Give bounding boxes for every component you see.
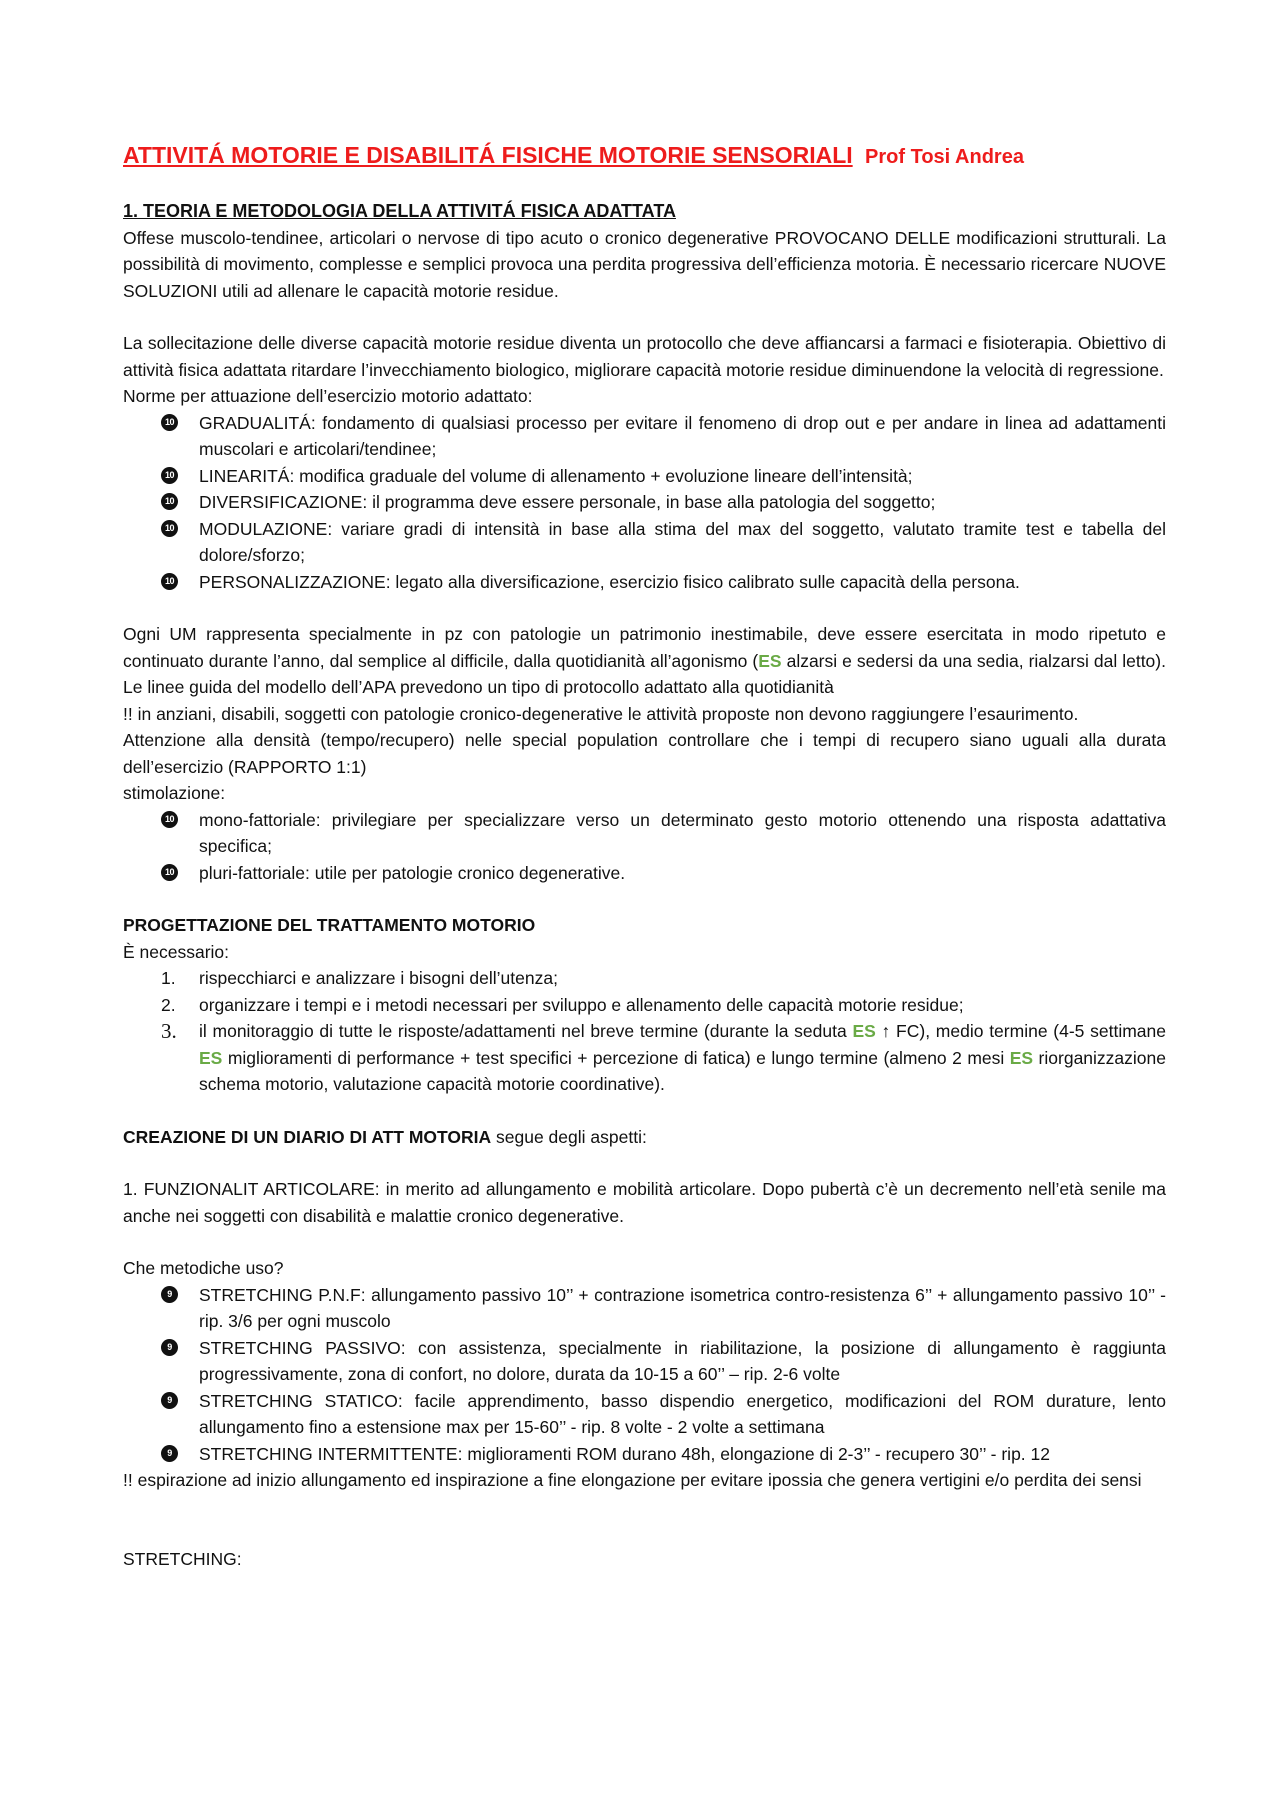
list-number: 1. — [161, 968, 176, 988]
list-item — [164, 860, 1166, 887]
numbered-bullet-icon: 10 — [161, 493, 178, 510]
stimolazione-list — [123, 807, 1166, 887]
numbered-bullet-icon: 10 — [161, 520, 178, 537]
progettazione-list — [123, 965, 1166, 1098]
numbered-bullet-icon: 10 — [161, 811, 178, 828]
list-item — [164, 463, 1166, 490]
text-run: riorganizzazione schema motorio, valutazione capacità motorie coordinative). — [199, 1047, 1166, 1094]
list-item-text: LINEARITÁ: modifica graduale del volume di allenamento + evoluzione lineare dell’intensità; — [199, 465, 913, 486]
list-item — [167, 1388, 1166, 1441]
title-author: Prof Tosi Andrea — [865, 146, 1024, 168]
title-main: ATTIVITÁ MOTORIE E DISABILITÁ FISICHE MOTORIE SENSORIALI — [123, 142, 853, 168]
paragraph: La sollecitazione delle diverse capacità motorie residue diventa un protocollo che deve affiancarsi a farmaci e fisioterapia. Obiettivo di attività fisica adattata ritardare l’invecchiamento biologico, migliorare capacità motorie residue diminuendone la velocità di regressione. — [123, 333, 1166, 380]
section-heading — [123, 1124, 1166, 1151]
paragraph: !! espirazione ad inizio allungamento ed inspirazione a fine elongazione per evitare ipossia che genera vertigini e/o perdita dei sensi — [123, 1470, 1142, 1490]
metodi-list — [123, 1282, 1166, 1468]
list-item-text: PERSONALIZZAZIONE: legato alla diversificazione, esercizio fisico calibrato sulle capacità della persona. — [199, 571, 1020, 592]
list-item — [167, 1282, 1166, 1335]
text-run: alzarsi e sedersi da una sedia, rialzarsi dal letto). Le linee guida del modello dell’APA prevedono un tipo di protocollo adattato alla quotidianità — [123, 650, 1166, 697]
list-item-text — [199, 1021, 1166, 1094]
es-label: ES — [758, 650, 782, 671]
numbered-bullet-icon: 10 — [161, 573, 178, 590]
paragraph: 1. FUNZIONALIT ARTICOLARE: in merito ad allungamento e mobilità articolare. Dopo pubertà c’è un decremento nell’età senile ma anche nei soggetti con disabilità e malattie cronico degenerative. — [123, 1179, 1166, 1226]
list-item-text: STRETCHING PASSIVO: con assistenza, specialmente in riabilitazione, la posizione di allungamento è raggiunta progressivamente, zona di confort, no dolore, durata da 10-15 a 60’’ – rip. 2-6 volte — [199, 1337, 1166, 1384]
list-item — [164, 410, 1166, 463]
list-item-text: organizzare i tempi e i metodi necessari per sviluppo e allenamento delle capacità motorie residue; — [199, 994, 964, 1015]
list-item — [161, 965, 1166, 992]
list-item — [167, 1441, 1166, 1468]
numbered-bullet-icon: 10 — [161, 864, 178, 881]
section-heading: 1. TEORIA E METODOLOGIA DELLA ATTIVITÁ FISICA ADATTATA — [123, 201, 676, 221]
paragraph: Offese muscolo-tendinee, articolari o nervose di tipo acuto o cronico degenerative PROVOCANO DELLE modificazioni strutturali. La possibilità di movimento, complesse e semplici provoca una perdita progressiva dell’efficienza motoria. È necessario ricercare NUOVE SOLUZIONI utili ad allenare le capacità motorie residue. — [123, 227, 1166, 301]
section-heading: PROGETTAZIONE DEL TRATTAMENTO MOTORIO — [123, 915, 536, 935]
list-item — [164, 807, 1166, 860]
list-item-text: mono-fattoriale: privilegiare per specializzare verso un determinato gesto motorio ottenendo una risposta adattativa specifica; — [199, 809, 1166, 856]
document-content — [123, 138, 1166, 1572]
list-item — [164, 516, 1166, 569]
norme-list — [123, 410, 1166, 596]
list-item-text: MODULAZIONE: variare gradi di intensità in base alla stima del max del soggetto, valutato tramite test e tabella del dolore/sforzo; — [199, 518, 1166, 565]
paragraph: Attenzione alla densità (tempo/recupero) nelle special population controllare che i tempi di recupero siano uguali alla durata dell’esercizio (RAPPORTO 1:1) — [123, 730, 1166, 777]
heading-rest: segue degli aspetti: — [491, 1126, 647, 1147]
numbered-bullet-icon: 9 — [161, 1286, 178, 1303]
list-number: 3. — [161, 1019, 177, 1043]
list-item-text: DIVERSIFICAZIONE: il programma deve essere personale, in base alla patologia del soggetto; — [199, 492, 936, 512]
heading-bold: CREAZIONE DI UN DIARIO DI ATT MOTORIA — [123, 1126, 492, 1147]
numbered-bullet-icon: 9 — [161, 1392, 178, 1409]
list-item — [161, 1018, 1167, 1098]
document-title — [123, 138, 1166, 174]
es-label: ES — [852, 1021, 876, 1041]
numbered-bullet-icon: 10 — [161, 467, 178, 484]
paragraph: Norme per attuazione dell’esercizio motorio adattato: — [123, 386, 533, 406]
paragraph: !! in anziani, disabili, soggetti con patologie cronico-degenerative le attività proposte non devono raggiungere l’esaurimento. — [123, 703, 1079, 724]
paragraph: Che metodiche uso? — [123, 1258, 284, 1278]
list-item — [164, 569, 1166, 596]
list-item-text: STRETCHING STATICO: facile apprendimento, basso dispendio energetico, modificazioni del ROM durature, lento allungamento fino a estensione max per 15-60’’ - rip. 8 volte - 2 volte a settimana — [199, 1390, 1166, 1437]
list-item-text: STRETCHING P.N.F: allungamento passivo 10’’ + contrazione isometrica contro-resistenza 6’’ + allungamento passivo 10’’ - rip. 3/6 per ogni muscolo — [199, 1284, 1166, 1331]
es-label: ES — [199, 1047, 223, 1068]
list-item-text: pluri-fattoriale: utile per patologie cronico degenerative. — [199, 862, 626, 883]
list-item-text: GRADUALITÁ: fondamento di qualsiasi processo per evitare il fenomeno di drop out e per andare in linea ad adattamenti muscolari e articolari/tendinee; — [199, 412, 1166, 459]
list-item — [167, 1335, 1166, 1388]
list-item-text: rispecchiarci e analizzare i bisogni dell’utenza; — [199, 968, 558, 988]
paragraph: STRETCHING: — [123, 1548, 242, 1569]
list-item — [161, 992, 1166, 1019]
text-run: ↑ FC), medio termine (4-5 settimane — [875, 1021, 1167, 1041]
paragraph: stimolazione: — [123, 783, 226, 803]
text-run: miglioramenti di performance + test specifici + percezione di fatica) e lungo termine (almeno 2 mesi — [222, 1047, 1010, 1068]
text-run: Ogni UM rappresenta specialmente in pz con patologie un patrimonio inestimabile, deve essere esercitata in modo ripetuto e continuato durante l’anno, dal semplice al difficile, dalla quotidianità all’agonismo ( — [123, 624, 1166, 671]
paragraph — [123, 621, 1166, 701]
numbered-bullet-icon: 9 — [161, 1339, 178, 1356]
list-number: 2. — [161, 994, 176, 1015]
list-item — [164, 489, 1166, 516]
numbered-bullet-icon: 10 — [161, 414, 178, 431]
list-item-text: STRETCHING INTERMITTENTE: miglioramenti ROM durano 48h, elongazione di 2-3’’ - recupero 30’’ - rip. 12 — [199, 1443, 1050, 1464]
paragraph: È necessario: — [123, 941, 230, 962]
es-label: ES — [1009, 1047, 1034, 1068]
text-run: il monitoraggio di tutte le risposte/adattamenti nel breve termine (durante la seduta — [199, 1021, 853, 1041]
numbered-bullet-icon: 9 — [161, 1445, 178, 1462]
